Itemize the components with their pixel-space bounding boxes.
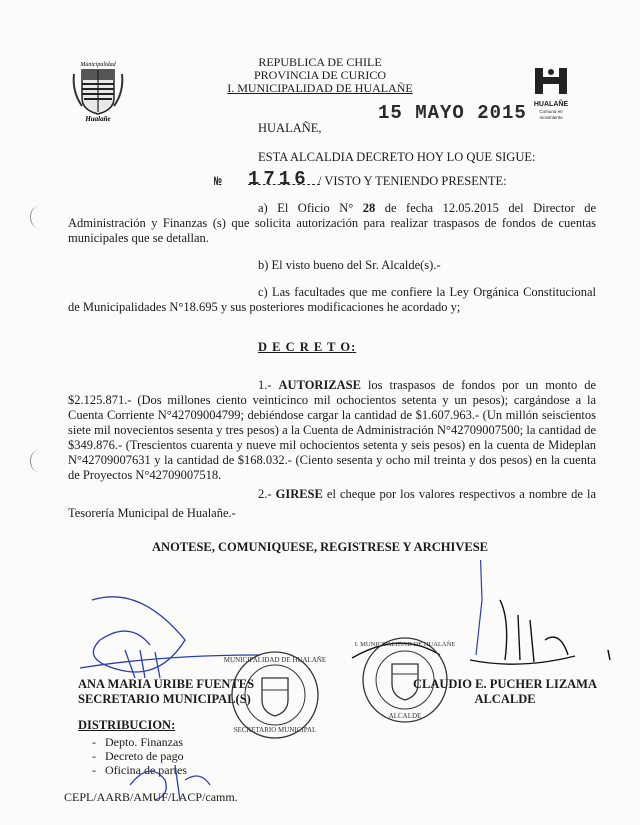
item-2 — [68, 485, 596, 523]
punch-mark — [30, 206, 47, 228]
svg-text:SECRETARIO MUNICIPAL: SECRETARIO MUNICIPAL — [233, 726, 317, 734]
considerando-c: c) Las facultades que me confiere la Ley Orgánica Constitucional de Municipalidades N°18.695 y sus posteriores modificaciones he acordado y; — [68, 285, 596, 314]
left-signatory-name: ANA MARIA URIBE FUENTES — [78, 677, 255, 691]
svg-text:I. MUNICIPALIDAD DE HUALAÑE: I. MUNICIPALIDAD DE HUALAÑE — [354, 641, 456, 648]
right-signature — [352, 600, 575, 664]
left-signature — [80, 597, 260, 678]
considerando-a — [68, 201, 596, 246]
decree-number-line — [214, 168, 544, 192]
numero-symbol: № — [214, 174, 223, 189]
item-1-verb: AUTORIZASE — [278, 378, 361, 392]
svg-text:Municipalidad: Municipalidad — [80, 62, 116, 68]
distribution-item: - Oficina de partes — [92, 763, 187, 777]
svg-text:Hualañe: Hualañe — [85, 115, 111, 122]
left-signatory-title: SECRETARIO MUNICIPAL(S) — [78, 692, 251, 706]
distribution-item: - Decreto de pago — [92, 749, 184, 763]
logo-name: HUALAÑE — [533, 101, 569, 108]
closing-formula: ANOTESE, COMUNIQUESE, REGISTRESE Y ARCHIVESE — [152, 540, 488, 554]
distribution-item: - Depto. Finanzas — [92, 735, 183, 749]
svg-text:MUNICIPALIDAD DE HUALAÑE: MUNICIPALIDAD DE HUALAÑE — [223, 656, 327, 664]
header-province: PROVINCIA DE CURICO — [253, 68, 386, 82]
hualane-brand-logo — [528, 66, 574, 118]
pen-stroke — [476, 560, 482, 655]
header-municipality: I. MUNICIPALIDAD DE HUALAÑE — [227, 81, 413, 95]
right-signatory-name: CLAUDIO E. PUCHER LIZAMA — [412, 677, 598, 691]
oficio-number: 28 — [362, 201, 376, 215]
item-2-text: el cheque por los valores respectivos a nombre de la Tesorería Municipal de Hualañe.- — [68, 487, 597, 520]
svg-text:ALCALDE: ALCALDE — [388, 712, 422, 720]
city-line: HUALAÑE, — [258, 121, 322, 135]
header-block — [220, 56, 420, 95]
decree-number: 1716 — [248, 168, 310, 190]
considerando-b: b) El visto bueno del Sr. Alcalde(s).- — [258, 258, 441, 272]
municipal-crest-logo — [68, 58, 128, 122]
date-stamp: 15 MAYO 2015 — [378, 102, 527, 124]
item-1 — [68, 378, 596, 483]
left-signatory — [78, 677, 254, 707]
right-signatory — [410, 677, 600, 707]
considerando-a-pre: a) El Oficio N° — [258, 201, 354, 215]
decreto-title: D E C R E T O: — [258, 340, 357, 354]
visto-line: / VISTO Y TENIENDO PRESENTE: — [318, 174, 507, 188]
item-2-verb: GIRESE — [275, 487, 323, 501]
considerando-a-post: de fecha 12.05.2015 del Director de Administración y Finanzas (s) que solicita autorización para realizar traspasos de fondos de cuentas municipales que se detallan. — [68, 201, 597, 245]
initials-line: CEPL/AARB/AMUF/LACP/camm. — [64, 790, 238, 804]
punch-mark — [30, 450, 47, 472]
number-underline — [248, 184, 320, 185]
distribution-title: DISTRIBUCION: — [78, 718, 176, 732]
item-2-number: 2.- — [258, 487, 272, 501]
header-country: REPUBLICA DE CHILE — [258, 55, 382, 69]
item-1-number: 1.- — [258, 378, 272, 392]
item-1-text: los traspasos de fondos por un monto de $2.125.871.- (Dos millones ciento veinticinco mil ochocientos setenta y un pesos); cargándose a la Cuenta Corriente N°42709004799; debiéndose cargar la cantidad de $1.607.963.- (Un millón seiscientos siete mil novecientos sesenta y tres pesos) a la Cuenta de Administración N°42709007500; la cantidad de $349.876.- (Trescientos cuarenta y nueve mil ochocientos setenta y seis pesos) en la cuenta de Mideplan N°42709007631 y la cantidad de $168.032.- (Ciento sesenta y ocho mil treinta y dos pesos) en la cuenta de Proyectos N°42709007518. — [68, 378, 596, 482]
intro-line: ESTA ALCALDIA DECRETO HOY LO QUE SIGUE: — [258, 150, 536, 164]
right-signatory-title: ALCALDE — [474, 692, 536, 706]
logo-tagline: Comuna en movimiento — [539, 109, 563, 120]
